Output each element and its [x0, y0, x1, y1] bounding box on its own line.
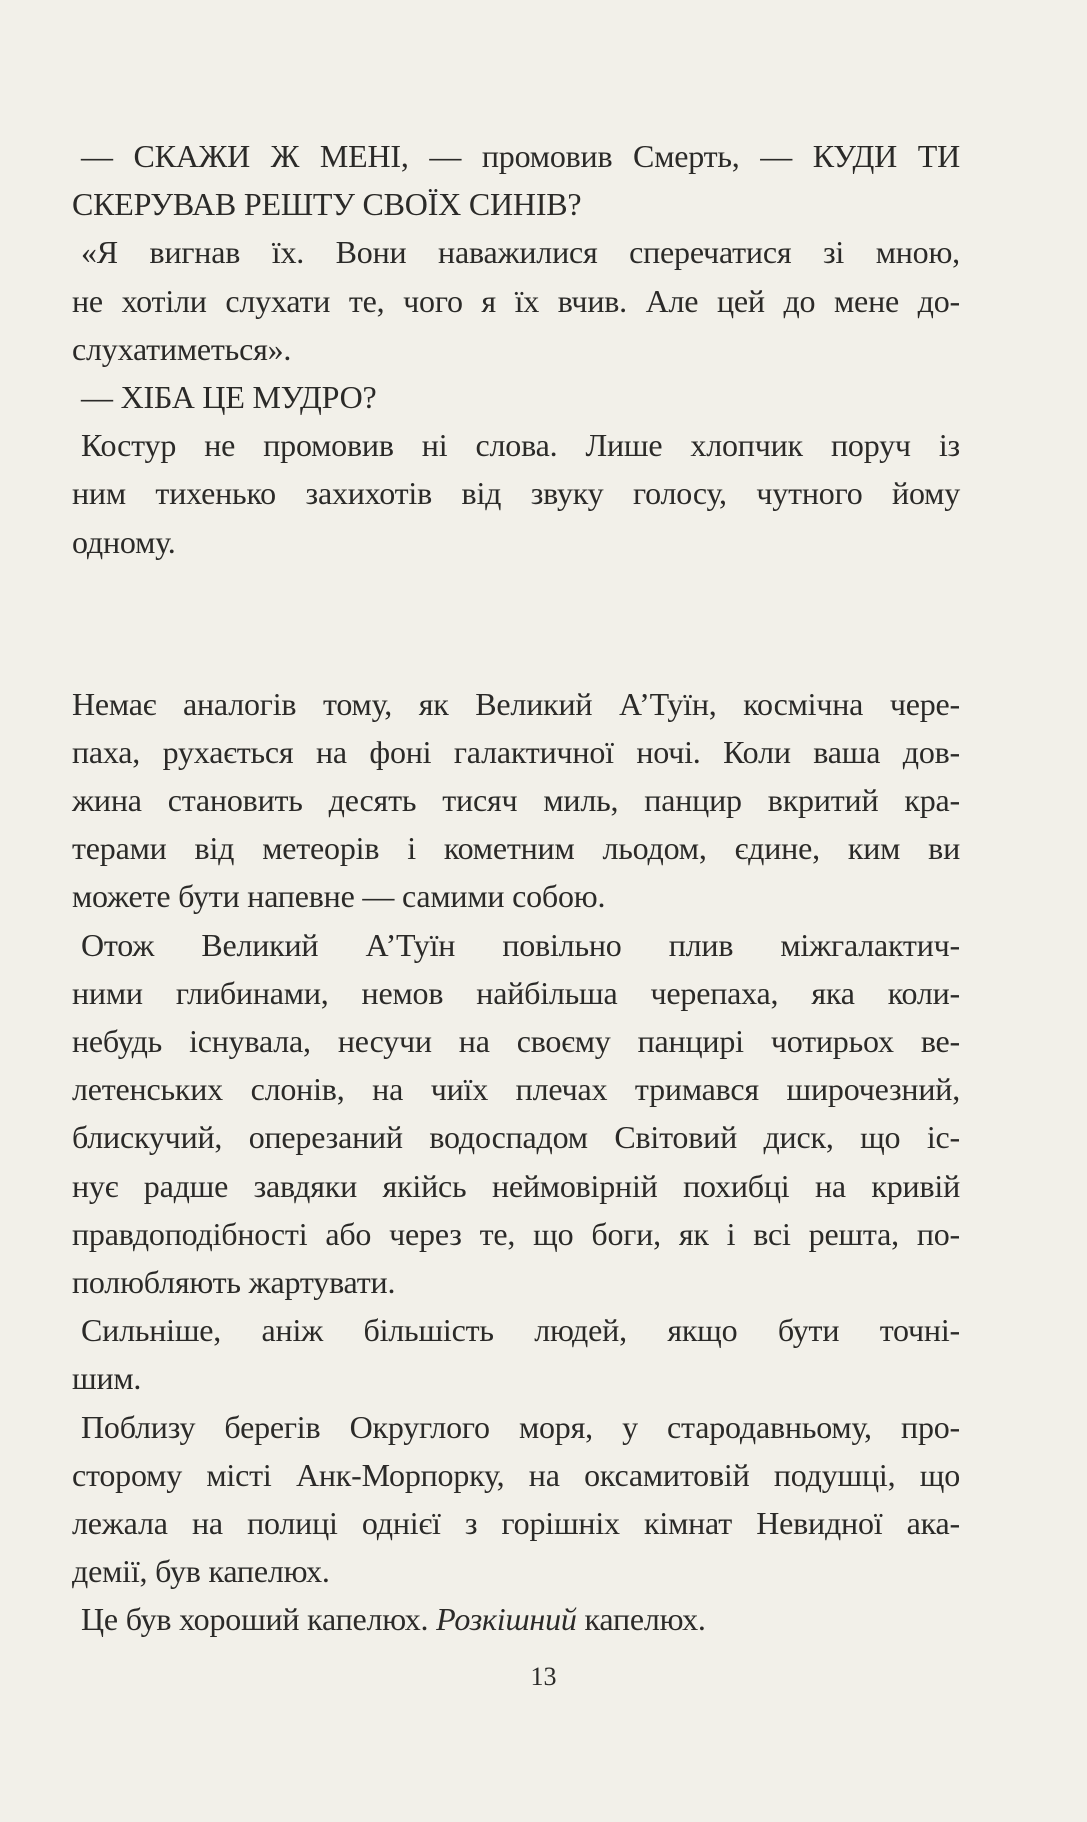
paragraph [72, 921, 960, 1307]
page-number: 13 [530, 1662, 557, 1691]
book-page-text [72, 132, 960, 1643]
text-line: нує радше завдяки якійсь неймовірній похибці на кривій [72, 1167, 960, 1204]
paragraph [72, 1595, 960, 1643]
italic-emphasis: Розкішний [436, 1601, 577, 1638]
text-line: небудь існувала, несучи на своєму панцирі чотирьох ве- [72, 1023, 960, 1059]
paragraph [72, 228, 960, 373]
text-line: — ХІБА ЦЕ МУДРО? [81, 378, 377, 415]
text-line: терами від метеорів і кометним льодом, єдине, ким ви [72, 830, 960, 867]
text-line: лежала на полиці однієї з горішніх кімнат Невидної ака- [72, 1504, 960, 1541]
text-line: СКЕРУВАВ РЕШТУ СВОЇХ СИНІВ? [72, 186, 582, 223]
text-line: демії, був капелюх. [72, 1553, 330, 1590]
text-line [72, 1595, 960, 1643]
text-line: одному. [72, 523, 176, 560]
dialogue-section [72, 132, 960, 566]
narrative-section [72, 680, 960, 1596]
paragraph [72, 421, 960, 566]
text-line: паха, рухається на фоні галактичної ночі. Коли ваша дов- [72, 733, 960, 770]
section-break [72, 566, 960, 680]
text-line: ними глибинами, немов найбільша черепаха, яка коли- [72, 974, 960, 1011]
text-line: сторому місті Анк-Морпорку, на оксамитовій подушці, що [72, 1456, 960, 1493]
text-line: Поблизу берегів Округлого моря, у стародавньому, про- [81, 1408, 960, 1445]
text-line: — СКАЖИ Ж МЕНІ, — промовив Смерть, — КУДИ ТИ [81, 138, 960, 174]
paragraph [72, 1403, 960, 1596]
text-line: слухатиметься». [72, 330, 292, 367]
text-line: Немає аналогів тому, як Великий А’Туїн, космічна чере- [72, 685, 960, 722]
text-line: «Я вигнав їх. Вони наважилися сперечатися зі мною, [81, 234, 960, 271]
text-segment: капелюх. [576, 1601, 706, 1638]
paragraph [72, 680, 960, 921]
text-line: не хотіли слухати те, чого я їх вчив. Але цей до мене до- [72, 282, 960, 319]
text-line: летенських слонів, на чиїх плечах тримався широчезний, [72, 1071, 960, 1108]
text-line: блискучий, оперезаний водоспадом Світовий диск, що іс- [72, 1119, 960, 1156]
paragraph [72, 1306, 960, 1402]
paragraph [72, 132, 960, 228]
text-line: правдоподібності або через те, що боги, як і всі решта, по- [72, 1215, 960, 1252]
text-line: Костур не промовив ні слова. Лише хлопчик поруч із [81, 427, 960, 464]
text-line: ним тихенько захихотів від звуку голосу, чутного йому [72, 475, 960, 512]
text-line: можете бути напевне — самими собою. [72, 878, 606, 915]
paragraph [72, 373, 960, 421]
text-line: Отож Великий А’Туїн повільно плив міжгалактич- [81, 926, 960, 963]
text-segment: Це був хороший капелюх. [81, 1601, 437, 1638]
text-line: Сильніше, аніж більшість людей, якщо бути точні- [81, 1312, 960, 1349]
text-line: шим. [72, 1360, 142, 1397]
text-line: жина становить десять тисяч миль, панцир вкритий кра- [72, 782, 960, 819]
text-line: полюбляють жартувати. [72, 1263, 396, 1300]
